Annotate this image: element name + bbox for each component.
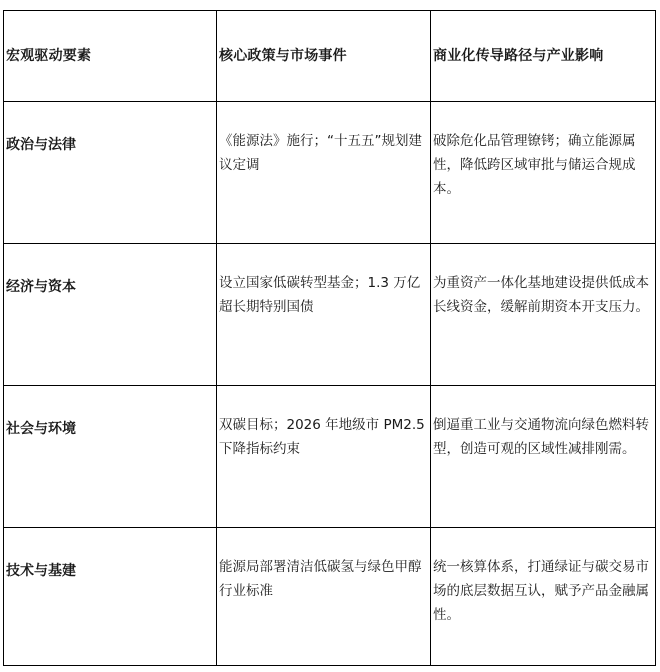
row-factor-political: 政治与法律 — [4, 102, 217, 244]
row-event-social: 双碳目标；2026 年地级市 PM2.5 下降指标约束 — [217, 386, 431, 528]
row-event-technology: 能源局部署清洁低碳氢与绿色甲醇行业标准 — [217, 528, 431, 665]
row-event-political: 《能源法》施行；“十五五”规划建议定调 — [217, 102, 431, 244]
header-commercial-impact: 商业化传导路径与产业影响 — [431, 11, 655, 102]
policy-impact-table — [3, 10, 656, 666]
row-impact-technology: 统一核算体系，打通绿证与碳交易市场的底层数据互认，赋予产品金融属性。 — [433, 559, 649, 623]
row-factor-economic: 经济与资本 — [4, 244, 217, 386]
row-impact-social: 倒逼重工业与交通物流向绿色燃料转型，创造可观的区域性减排刚需。 — [431, 386, 655, 528]
row-factor-technology: 技术与基建 — [4, 528, 217, 665]
header-macro-driver: 宏观驱动要素 — [4, 11, 217, 102]
row-event-economic: 设立国家低碳转型基金；1.3 万亿超长期特别国债 — [217, 244, 431, 386]
row-impact-political: 破除危化品管理镣铐；确立能源属性，降低跨区域审批与储运合规成本。 — [431, 102, 655, 244]
row-factor-social: 社会与环境 — [4, 386, 217, 528]
row-impact-economic: 为重资产一体化基地建设提供低成本长线资金，缓解前期资本开支压力。 — [431, 244, 655, 386]
header-policy-event: 核心政策与市场事件 — [217, 11, 431, 102]
